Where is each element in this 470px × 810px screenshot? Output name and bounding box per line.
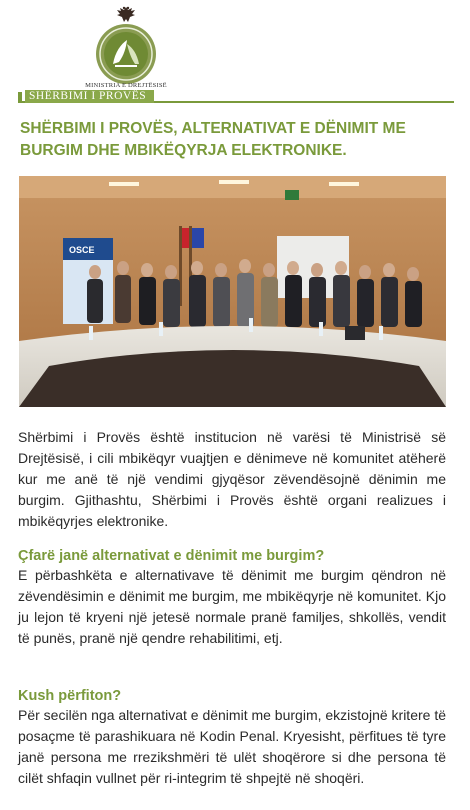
section1-body: E përbashkëta e alternativave të dënimit me burgim qëndron në zëvendësimin e dënimit me burgim, me mbikëqyrje në komunitet. Kjo ju lejon të kryeni një jetesë normale pranë familjes, shkollës, vendit të punës, pranë një qendre rehabilitimi, etj. <box>18 567 446 646</box>
section2-heading: Kush përfiton? <box>18 688 122 704</box>
service-bar <box>18 92 454 104</box>
group-photo-illustration <box>19 176 446 407</box>
header <box>0 0 470 110</box>
divider-tick <box>18 92 22 103</box>
page-title: SHËRBIMI I PROVËS, ALTERNATIVAT E DËNIMIT ME BURGIM DHE MBIKËQYRJA ELEKTRONIKE. <box>20 120 406 159</box>
section1-heading: Çfarë janë alternativat e dënimit me burgim? <box>18 548 325 564</box>
group-photo <box>19 176 446 407</box>
service-label: SHËRBIMI I PROVËS <box>25 90 154 103</box>
intro-paragraph: Shërbimi i Provës është institucion në varësi të Ministrisë së Drejtësisë, i cili mbikëqyr vuajtjen e dënimeve në komunitet atëherë kur me anë të një vendimi gjyqësor zëvendësojnë dënimin me burgim. Gjithashtu, Shërbimi i Provës është organi realizues i mbikëqyrjes elektronike. <box>18 429 446 529</box>
osce-banner-text: OSCE <box>69 245 95 255</box>
ministry-name: MINISTRIA E DREJTËSISË <box>85 82 167 89</box>
probation-service-emblem-icon <box>93 22 159 86</box>
section2-body: Për secilën nga alternativat e dënimit me burgim, ekzistojnë kritere të posaçme të parashikuara në Kodin Penal. Kryesisht, përfitues të tyre janë persona me rrezikshmëri të ulët shoqërore si dhe persona të cilët shfaqin vullnet për ri-integrim të shpejtë në shoqëri. <box>18 707 446 786</box>
double-headed-eagle-icon <box>114 4 138 24</box>
